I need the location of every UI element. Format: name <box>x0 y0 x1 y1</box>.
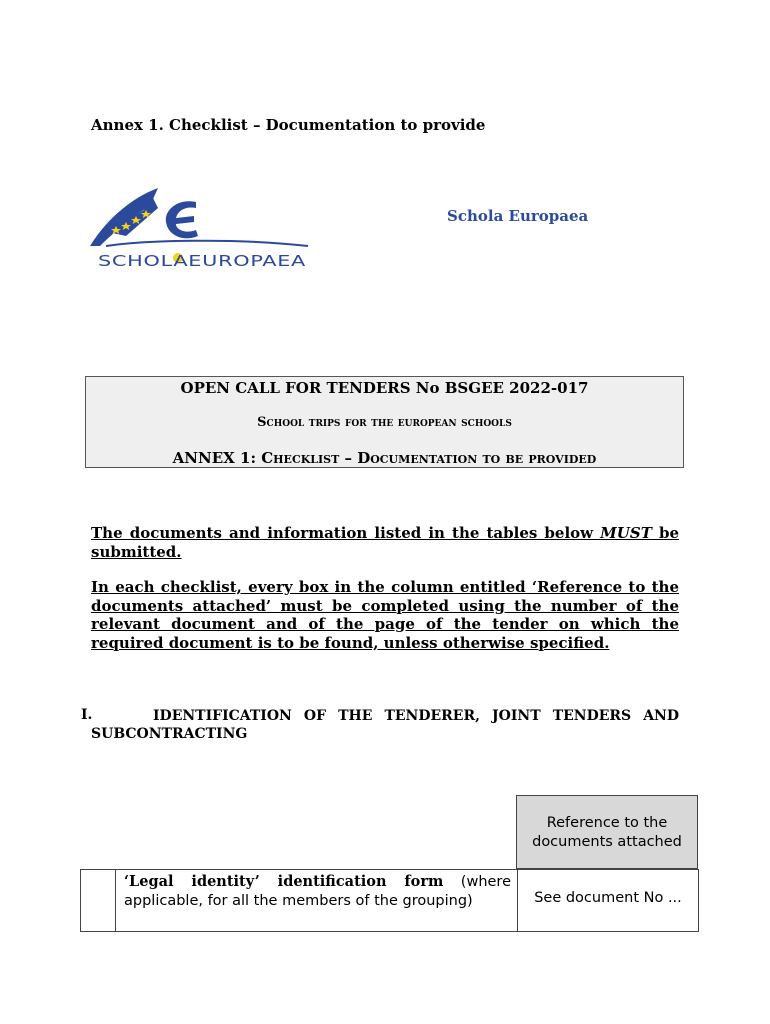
call-subtitle: School trips for the european schools <box>257 415 512 430</box>
item-cell <box>124 870 511 911</box>
organization-name: Schola Europaea <box>447 207 589 225</box>
instruction-emphasis: MUST <box>600 524 652 542</box>
section-title: IDENTIFICATION OF THE TENDERER, JOINT TENDERS AND SUBCONTRACTING <box>91 708 679 742</box>
instruction-text: The documents and information listed in the tables below <box>91 524 601 542</box>
call-box <box>85 376 684 468</box>
call-annex: ANNEX 1: Checklist – Documentation to be provided <box>172 449 597 467</box>
table-row <box>80 869 699 932</box>
instruction-paragraph-1 <box>91 524 679 561</box>
checklist-table <box>80 795 700 932</box>
instruction-paragraph-2: In each checklist, every box in the column entitled ‘Reference to the documents attached’ must be completed using the number of the relevant document and of the page of the tender on which the required document is to be found, unless otherwise specified. <box>91 578 679 652</box>
logo-underline <box>106 241 308 246</box>
reference-column-header: Reference to the documents attached <box>516 795 698 869</box>
item-description: (where applicable, for all the members of the grouping) <box>124 874 511 909</box>
call-title: OPEN CALL FOR TENDERS No BSGEE 2022-017 <box>180 379 589 397</box>
logo-letter-e <box>166 201 198 238</box>
section-number: I. <box>81 707 93 723</box>
schola-europaea-logo <box>86 180 316 270</box>
logo-wordmark: SCHOLAEUROPAEA <box>98 252 307 270</box>
checkbox-cell[interactable] <box>81 870 116 931</box>
annex-title: Annex 1. Checklist – Documentation to provide <box>91 116 486 134</box>
reference-cell[interactable]: See document No ... <box>517 870 698 931</box>
item-title: ‘Legal identity’ identification form <box>124 873 444 890</box>
instruction-text-end: be submitted. <box>91 524 679 561</box>
